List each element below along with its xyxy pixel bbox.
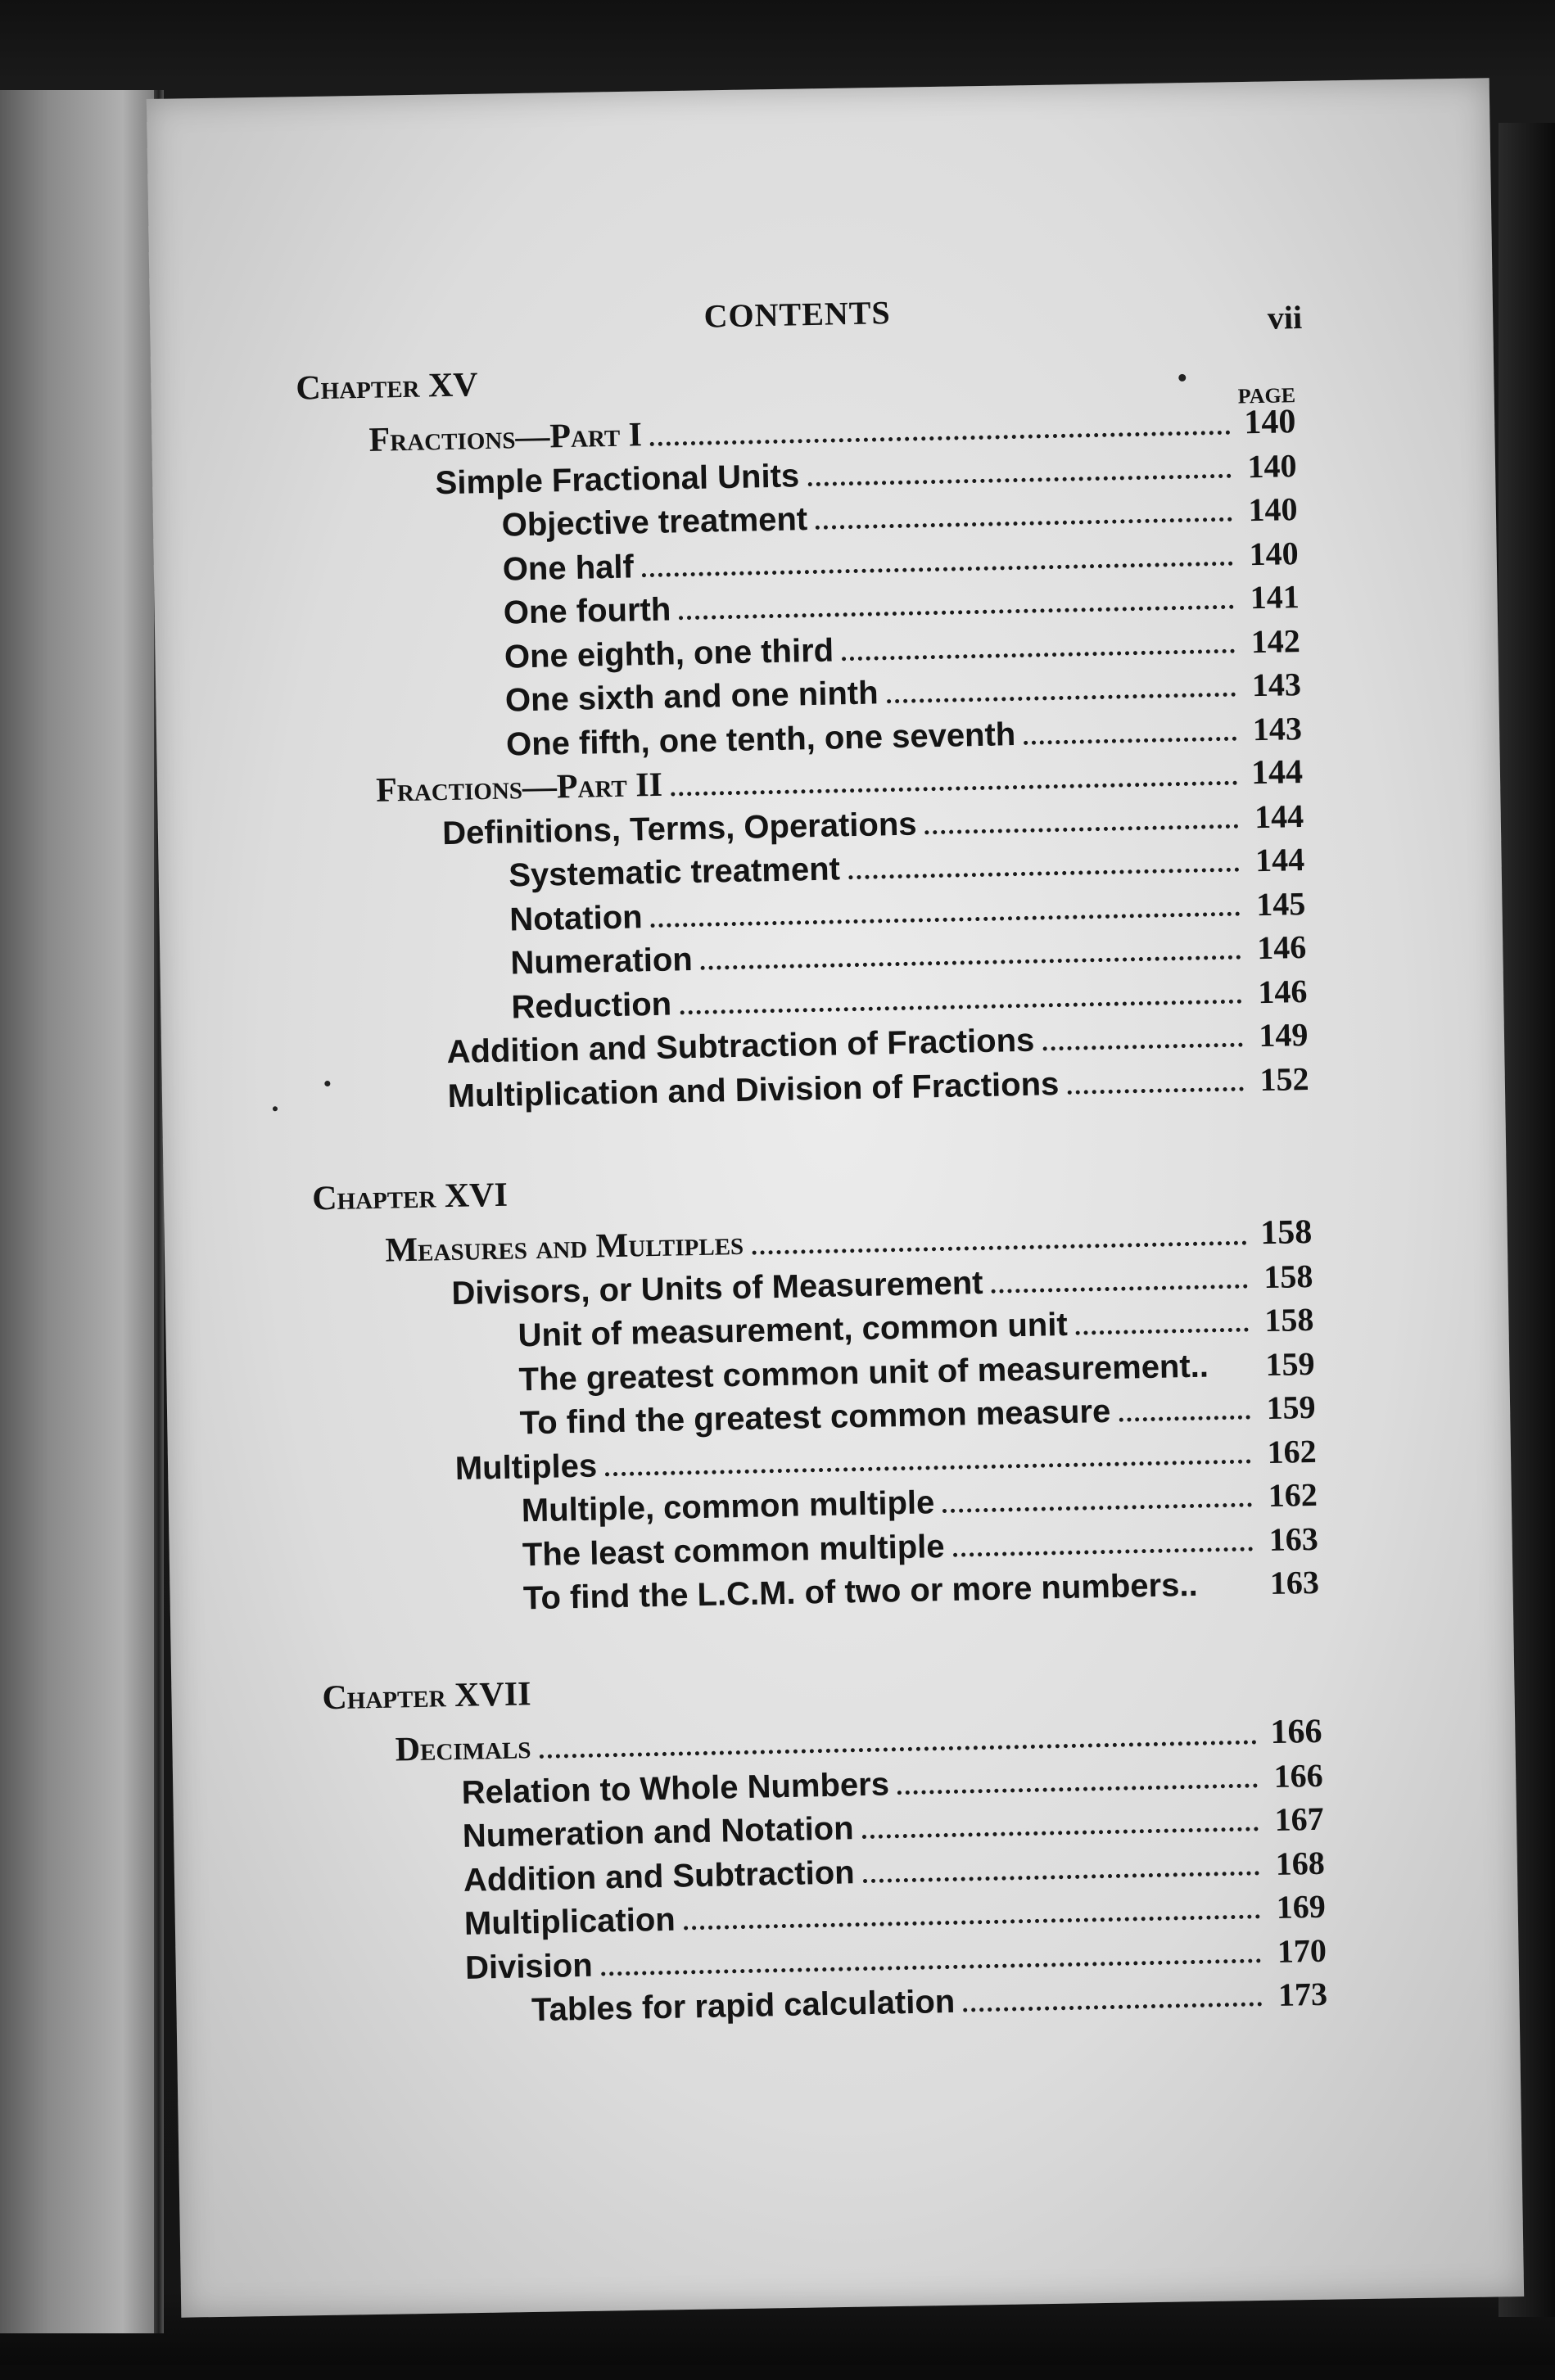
toc-entry-title: Simple Fractional Units: [435, 457, 800, 501]
toc-page-number: 173: [1277, 1975, 1328, 2013]
toc-page-number: 144: [1254, 841, 1305, 879]
toc-entry-title: Notation: [509, 898, 643, 938]
toc-entry-title: Multiplication: [463, 1901, 676, 1942]
dot-leader: [816, 517, 1232, 530]
dot-leader: [925, 824, 1239, 834]
toc-entry-title: Decimals: [395, 1728, 531, 1769]
toc-entry-title: One fourth: [503, 591, 671, 631]
toc-page-number: 140: [1249, 534, 1300, 572]
dot-leader: [992, 1284, 1248, 1293]
toc-entry-title: To find the greatest common measure: [519, 1393, 1111, 1442]
toc-entry-title: Division: [464, 1947, 594, 1986]
toc-page-number: 141: [1250, 578, 1300, 616]
toc-page-number: 162: [1268, 1475, 1318, 1515]
dot-leader: [963, 2002, 1262, 2012]
toc-entry-title: Systematic treatment: [508, 851, 841, 894]
dot-leader: [650, 431, 1231, 446]
dot-leader: [807, 473, 1231, 485]
dot-leader: [953, 1547, 1253, 1556]
toc-page-number: 152: [1259, 1059, 1309, 1098]
dot-leader: [671, 781, 1237, 797]
toc-page-number: 170: [1277, 1931, 1327, 1970]
dot-leader: [540, 1740, 1257, 1759]
dot-leader: [863, 1871, 1259, 1883]
toc-page-number: 146: [1257, 972, 1308, 1010]
toc-entry-title: Numeration and Notation: [462, 1810, 854, 1854]
toc-page-number: 143: [1252, 709, 1303, 747]
toc-entry-title: Unit of measurement, common unit: [518, 1306, 1069, 1354]
toc-page-number: 140: [1248, 490, 1298, 529]
dot-leader: [680, 999, 1241, 1014]
toc-page-number: 158: [1263, 1257, 1313, 1295]
toc-page-number: 149: [1258, 1015, 1309, 1055]
toc-page-number: 146: [1256, 928, 1307, 967]
toc-entry-title: One half: [502, 548, 635, 588]
toc-entry-title: The least common multiple: [522, 1528, 945, 1573]
dot-leader: [842, 648, 1235, 661]
page-title: CONTENTS: [703, 294, 892, 335]
toc-page-number: 163: [1268, 1520, 1319, 1558]
toc-page-number: 140: [1243, 403, 1296, 442]
dot-leader: [642, 561, 1233, 576]
toc-page-number: 166: [1270, 1712, 1322, 1752]
chapter-heading: Chapter XV: [295, 366, 479, 408]
toc-entry-title: Objective treatment: [501, 501, 808, 544]
toc-page-number: 159: [1266, 1388, 1316, 1427]
toc-entry-title: Relation to Whole Numbers: [461, 1765, 890, 1811]
dust-speck: [1178, 374, 1186, 382]
toc-entry-title: Divisors, or Units of Measurement: [451, 1264, 983, 1312]
dust-speck: [273, 1106, 278, 1111]
toc-entry-title: Addition and Subtraction: [463, 1854, 856, 1899]
toc-entry-title: To find the L.C.M. of two or more numbers..: [522, 1566, 1198, 1617]
toc-entry-title: Numeration: [510, 942, 694, 982]
toc-page-number: 159: [1265, 1344, 1315, 1383]
toc-page-number: 145: [1255, 884, 1306, 923]
dot-leader: [1067, 1086, 1243, 1094]
toc-entry-title: The greatest common unit of measurement..: [518, 1348, 1209, 1398]
toc-entry-title: Reduction: [511, 986, 672, 1025]
dot-leader: [862, 1827, 1259, 1839]
toc-page-number: 162: [1267, 1432, 1318, 1470]
page-column-label: PAGE: [1237, 383, 1296, 409]
toc-entry-title: Fractions—Part I: [368, 416, 643, 459]
toc-entry-title: Definitions, Terms, Operations: [441, 806, 917, 851]
chapter-heading: Chapter XVI: [311, 1176, 509, 1218]
chapter-heading: Chapter XVII: [321, 1675, 531, 1718]
toc-entry-title: Tables for rapid calculation: [531, 1983, 956, 2029]
toc-entry-title: Fractions—Part II: [375, 765, 663, 810]
toc-page-number: 169: [1276, 1887, 1327, 1926]
toc-entry-title: Multiplication and Division of Fractions: [447, 1065, 1060, 1114]
toc-page-number: 140: [1247, 446, 1297, 485]
toc-page-number: 168: [1275, 1844, 1326, 1882]
toc-page-number: 144: [1250, 753, 1304, 793]
toc-entry-title: Measures and Multiples: [385, 1224, 744, 1270]
dot-leader: [679, 605, 1234, 621]
dot-leader: [942, 1502, 1252, 1513]
dot-leader: [605, 1459, 1251, 1476]
toc-page-number: 158: [1263, 1300, 1314, 1339]
toc-entry-title: Multiples: [454, 1447, 598, 1487]
dust-speck: [324, 1081, 330, 1086]
dot-leader: [701, 955, 1241, 970]
dot-leader: [1042, 1043, 1242, 1051]
toc-entry-title: One fifth, one tenth, one seventh: [505, 716, 1016, 763]
dot-leader: [1119, 1415, 1250, 1421]
dot-leader: [651, 911, 1241, 927]
dot-leader: [848, 868, 1239, 880]
dot-leader: [752, 1241, 1246, 1255]
dot-leader: [897, 1783, 1258, 1795]
page-number: vii: [1267, 298, 1303, 336]
toc-page-number: 167: [1274, 1800, 1325, 1838]
toc-page-number: 163: [1269, 1563, 1320, 1602]
toc-entry-title: Multiple, common multiple: [521, 1484, 935, 1529]
dot-leader: [1076, 1328, 1249, 1335]
toc-page-number: 144: [1254, 797, 1304, 835]
toc-entry-title: One eighth, one third: [504, 632, 834, 675]
dot-leader: [684, 1914, 1260, 1930]
dot-leader: [601, 1958, 1261, 1976]
toc-page-number: 166: [1273, 1756, 1324, 1795]
toc-entry-title: One sixth and one ninth: [504, 675, 879, 719]
toc-page-number: 143: [1251, 666, 1302, 704]
dot-leader: [1024, 736, 1236, 744]
toc-entry-title: Addition and Subtraction of Fractions: [446, 1022, 1035, 1071]
toc-page-number: 158: [1259, 1213, 1313, 1253]
toc-page-number: 142: [1250, 621, 1301, 660]
dot-leader: [887, 693, 1236, 704]
